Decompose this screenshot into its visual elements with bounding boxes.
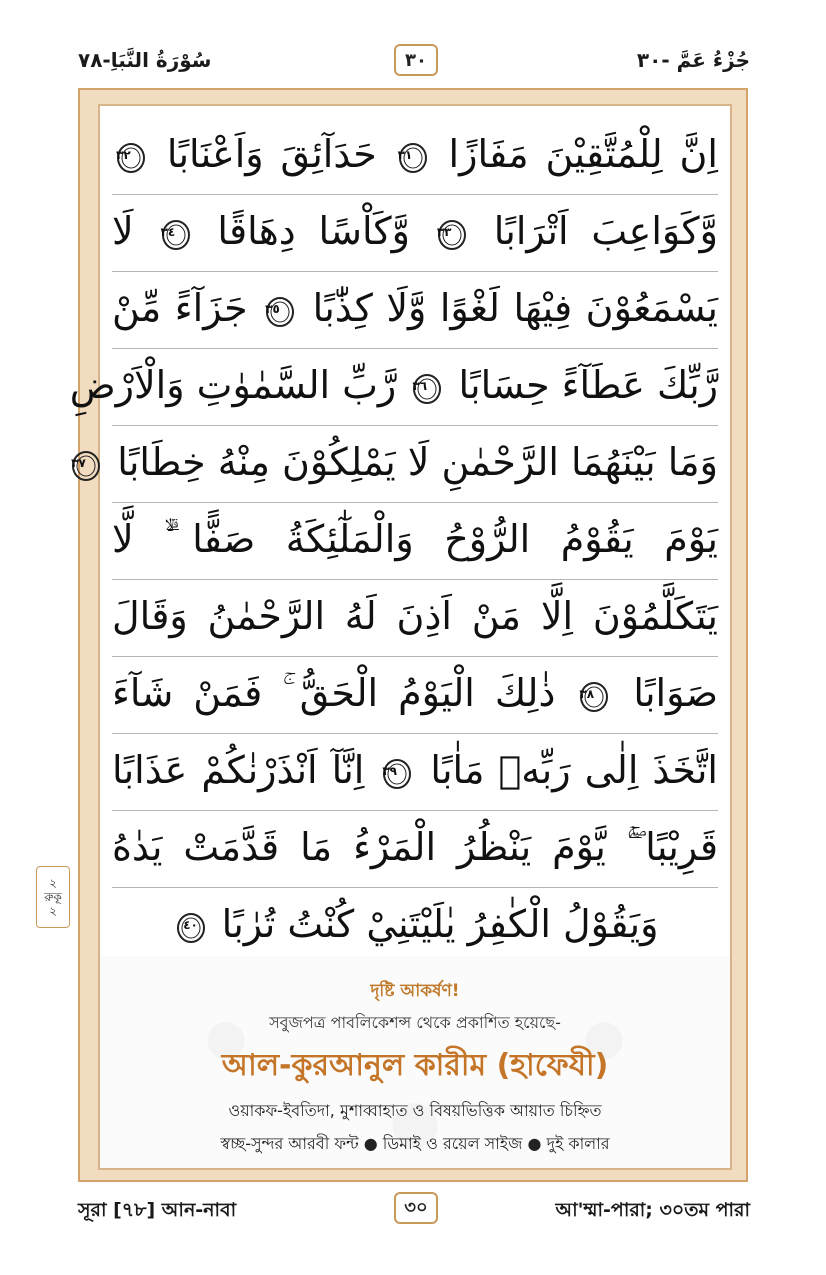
notice-features: ওয়াকফ-ইবতিদা, মুশাব্বাহাত ও বিষয়ভিত্তিক আয়াত চিহ্নিত (228, 1101, 602, 1120)
verse-text: حَدَآئِقَ وَاَعْنَابًا (166, 132, 377, 176)
verse-text: وَيَقُوْلُ الْكٰفِرُ يٰلَيْتَنِيْ كُنْتُ تُرٰبًا (221, 902, 659, 946)
verse-line (71, 426, 718, 503)
verse-text: رَّبِّكَ عَطَآءً حِسَابًا (458, 363, 718, 407)
notice-box (100, 956, 730, 1168)
page-frame (69, 88, 748, 1182)
verse-text: وَّكَوَاعِبَ اَتْرَابًا (493, 209, 718, 253)
ruku-label: রুকূ (44, 890, 62, 904)
verse-text: قَرِيْبًا ۚۖ يَّوْمَ يَنْظُرُ الْمَرْءُ مَا قَدَّمَتْ يَدٰهُ (112, 825, 718, 869)
ayah-end-marker: ٣٧ (71, 448, 101, 482)
ayah-end-marker: ٣٨ (579, 679, 609, 713)
notice-brand: আল-কুরআনুল কারীম (হাফেযী) (221, 1048, 609, 1083)
notice-title: দৃষ্টি আকর্ষণ! (370, 981, 460, 1001)
verse-text: يَوْمَ يَقُوْمُ الرُّوْحُ وَالْمَلٰٓئِكَةُ صَفًّا ۙۗ لَّا (112, 517, 718, 561)
page-header (78, 42, 750, 82)
verse-text: اتَّخَذَ اِلٰى رَبِّهٖ مَاٰبًا (430, 748, 718, 792)
verse-text: يَسْمَعُوْنَ فِيْهَا لَغْوًا وَّلَا كِذّٰبًا (312, 286, 718, 330)
surah-name-bengali: সূরা [৭৮] আন-নাবা (78, 1199, 237, 1221)
verse-line (69, 349, 718, 426)
verse-line (112, 657, 718, 734)
ruku-number: ২ (49, 876, 57, 890)
page-footer (78, 1192, 750, 1232)
verse-text: وَّكَاْسًا دِهَاقًا (217, 209, 410, 253)
ruku-marker (36, 866, 70, 928)
verse-line (112, 734, 718, 811)
ayah-end-marker: ٣٩ (382, 756, 412, 790)
verse-text: اِنَّآ اَنْذَرْنٰكُمْ عَذَابًا (112, 748, 365, 792)
verse-line (112, 118, 718, 195)
ayah-end-marker: ٣٣ (437, 217, 467, 251)
ayah-end-marker: ٣٦ (412, 371, 442, 405)
ayah-end-marker: ٤٠ (176, 910, 206, 944)
ayah-end-marker: ٣٢ (116, 140, 146, 174)
ruku-number: ২ (49, 904, 57, 918)
verse-lines (69, 118, 718, 969)
ayah-end-marker: ٣٥ (265, 294, 295, 328)
verse-text: وَمَا بَيْنَهُمَا الرَّحْمٰنِ لَا يَمْلِكُوْنَ مِنْهُ خِطَابًا (117, 440, 718, 484)
verse-line (112, 195, 718, 272)
verse-line (112, 580, 718, 657)
text-area (69, 104, 732, 1170)
verse-text: جَزَآءً مِّنْ (112, 286, 248, 330)
ayah-end-marker: ٣٤ (161, 217, 191, 251)
verse-line (112, 503, 718, 580)
para-name-bengali: আ'ম্মা-পারা; ৩০তম পারা (555, 1199, 750, 1221)
verse-line (112, 272, 718, 349)
verse-text: لَا (112, 209, 134, 253)
verse-text: يَتَكَلَّمُوْنَ اِلَّا مَنْ اَذِنَ لَهُ الرَّحْمٰنُ وَقَالَ (112, 594, 718, 638)
page-number: ٣٠ (394, 44, 438, 76)
notice-subtitle: সবুজপত্র পাবলিকেশন্স থেকে প্রকাশিত হয়েছে- (269, 1013, 561, 1032)
page-number-bengali: ৩০ (394, 1192, 438, 1224)
verse-text: رَّبِّ السَّمٰوٰتِ وَالْاَرْضِ (69, 363, 397, 407)
verse-text: اِنَّ لِلْمُتَّقِيْنَ مَفَازًا (448, 132, 718, 176)
verse-text: صَوَابًا (633, 671, 718, 715)
ayah-end-marker: ٣١ (398, 140, 428, 174)
notice-features: স্বচ্ছ-সুন্দর আরবী ফন্ট ● ডিমাই ও রয়েল সাইজ ● দুই কালার (220, 1134, 610, 1153)
juz-name: جُزْءُ عَمَّ -٣٠ (636, 48, 750, 72)
surah-name: سُوْرَةُ النَّبَاِ-٧٨ (78, 48, 212, 72)
verse-text: ذٰلِكَ الْيَوْمُ الْحَقُّ ۚ فَمَنْ شَآءَ (112, 671, 556, 715)
verse-line (112, 811, 718, 888)
